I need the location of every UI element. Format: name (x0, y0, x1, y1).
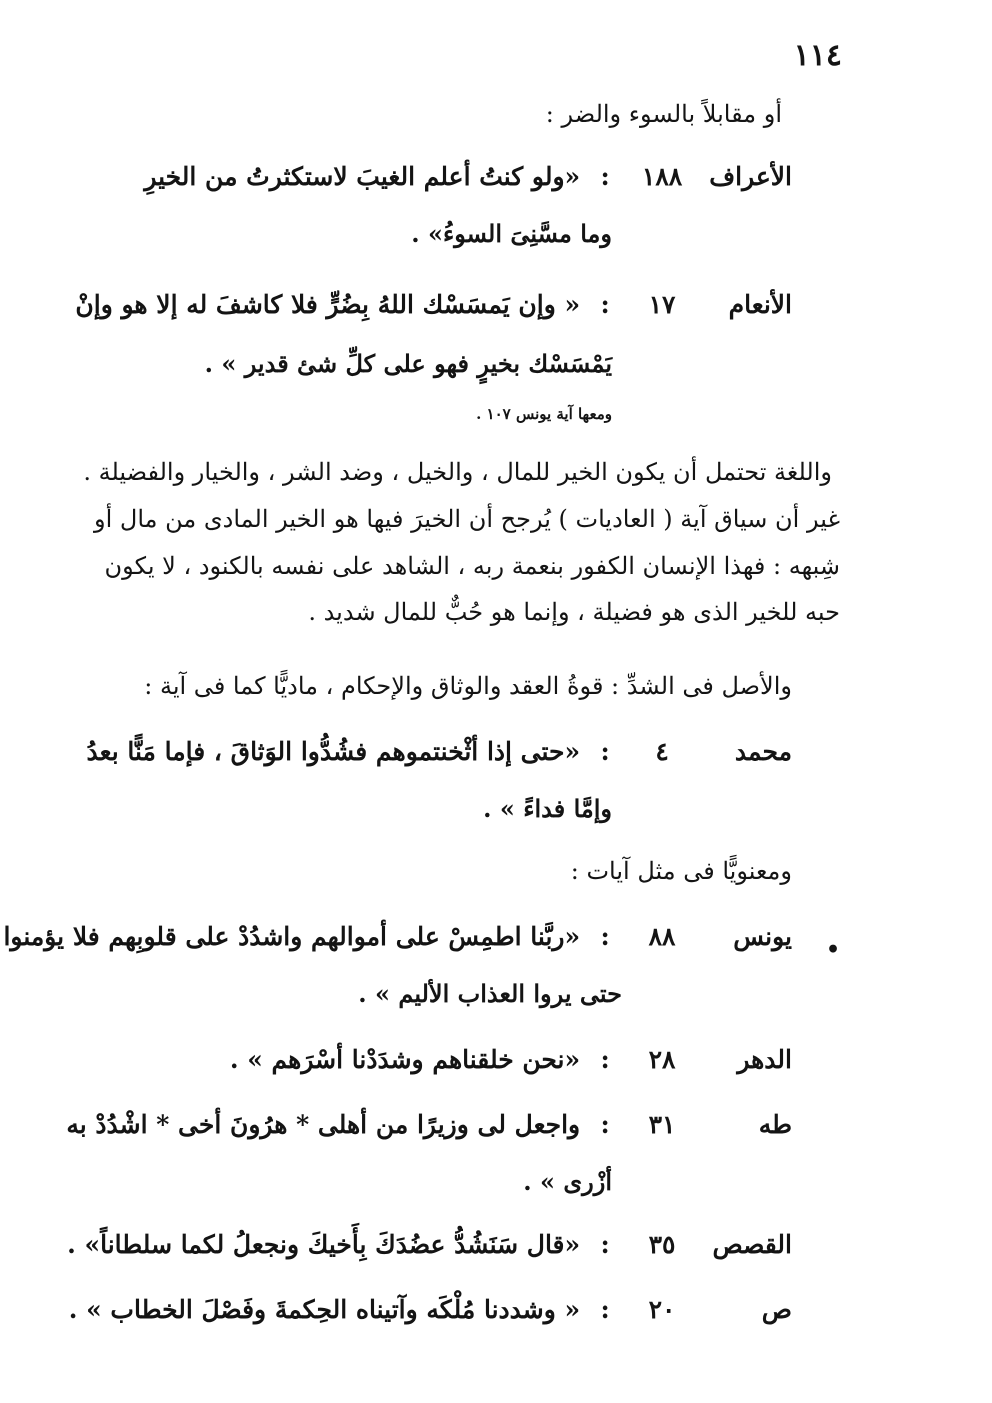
quote-text-line1: واجعل لى وزيرًا من أهلى * هرُونَ أخى * اشْدُدْ به (66, 1110, 581, 1139)
shadd-intro: والأصل فى الشدِّ : قوةُ العقد والوثاق والإحكام ، ماديًّا كما فى آية : (144, 672, 792, 700)
quote-text-line1: «قال سَنَشُدُّ عضُدَكَ بِأَخيكَ ونجعلُ لكما سلطاناً» . (67, 1230, 581, 1259)
quote-colon: : (600, 737, 610, 766)
paragraph-line-3: شِبهه : فهذا الإنسان الكفور بنعمة ربه ، الشاهد على نفسه بالكنود ، لا يكون (104, 552, 840, 580)
quote-text-line1: «نحن خلقناهم وشدَدْنا أسْرَهم » . (229, 1045, 581, 1074)
quote-text-line1: «حتى إذا أثْخنتموهم فشُدُّوا الوَثاقَ ، فإما مَنًّا بعدُ (86, 737, 581, 766)
quote-text-line1: « وإن يَمسَسْك اللهُ بِضُرٍّ فلا كاشفَ له إلا هو وإنْ (75, 290, 581, 319)
quote-colon: : (600, 1230, 610, 1259)
paragraph-line-2: غير أن سياق آية ( العاديات ) يُرجح أن الخيرَ فيها هو الخير المادى من مال أو (94, 505, 840, 533)
quote-number: ٢٠ (648, 1295, 676, 1324)
page-number: ١١٤ (793, 38, 842, 73)
quote-colon: : (600, 1045, 610, 1074)
intro-line: أو مقابلاً بالسوء والضر : (545, 100, 782, 128)
quote-number: ٣٥ (648, 1230, 676, 1259)
quote-sad (69, 1295, 792, 1325)
quote-number: ١٧ (648, 290, 676, 319)
quote-muhammad (87, 737, 792, 767)
quote-number: ١٨٨ (641, 162, 683, 191)
quote-dahr (230, 1045, 792, 1075)
quote-label: يونس (733, 922, 792, 951)
quote-number: ٣١ (648, 1110, 676, 1139)
quote-colon: : (600, 1295, 610, 1324)
quote-label: طه (758, 1110, 792, 1139)
quote-yunus (3, 922, 792, 952)
paragraph-line-4: حبه للخير الذى هو فضيلة ، وإنما هو حُبٌّ للمال شديد . (308, 598, 840, 626)
quote-colon: : (600, 290, 610, 319)
quote-taha (66, 1110, 792, 1140)
quote-text-line1: «ولو كنتُ أعلم الغيبَ لاستكثرتُ من الخيرِ (144, 162, 581, 191)
quote-text-line1: « وشددنا مُلْكَه وآتيناه الحِكمةَ وفَصْلَ الخطاب » . (68, 1295, 581, 1324)
maanawi-line: ومعنويًّا فى مثل آيات : (570, 857, 792, 885)
quote-label: ص (761, 1295, 792, 1324)
quote-colon: : (600, 162, 610, 191)
margin-dot: • (826, 937, 841, 963)
quote-qasas (67, 1230, 792, 1260)
quote-anaam (75, 290, 792, 320)
note-line: ومعها آية يونس ١٠٧ . (476, 405, 612, 423)
quote-number: ٢٨ (648, 1045, 676, 1074)
quote-taha-line2: أزْرى » . (523, 1167, 612, 1196)
quote-number: ٨٨ (648, 922, 676, 951)
paragraph-line-1: واللغة تحتمل أن يكون الخير للمال ، والخيل ، وضد الشر ، والخيار والفضيلة . (83, 458, 832, 486)
quote-anaam-line2: يَمْسَسْك بخيرٍ فهو على كلِّ شئ قدير » . (204, 349, 612, 378)
quote-label: القصص (712, 1230, 792, 1259)
quote-aaraf (144, 162, 792, 192)
quote-label: الدهر (737, 1045, 792, 1074)
quote-muhammad-line2: وإمَّا فداءً » . (483, 794, 612, 823)
quote-colon: : (600, 922, 610, 951)
quote-label: الأنعام (728, 290, 792, 319)
quote-aaraf-line2: وما مسَّنِىَ السوءُ» . (411, 219, 612, 248)
quote-label: محمد (734, 737, 792, 766)
quote-colon: : (600, 1110, 610, 1139)
quote-text-line1: «ربَّنا اطمِسْ على أموالهم واشدُدْ على قلوبِهم فلا يؤمنوا (3, 922, 581, 951)
quote-yunus-line2: حتى يروا العذاب الأليم » . (358, 979, 622, 1008)
quote-label: الأعراف (709, 162, 792, 191)
quote-number: ٤ (655, 737, 669, 766)
